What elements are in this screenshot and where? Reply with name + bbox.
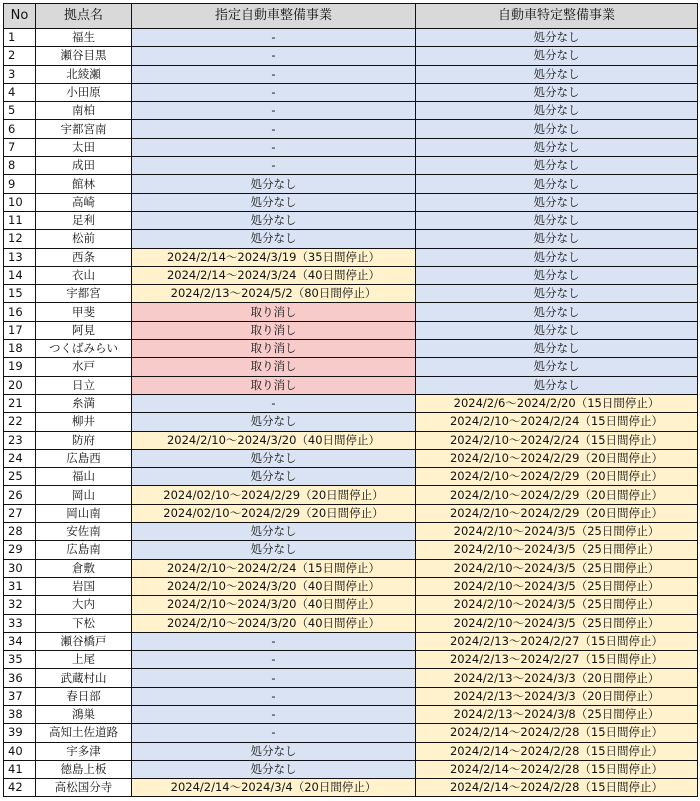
cell-location-name: 成田 — [36, 157, 132, 175]
table-row — [4, 376, 698, 394]
cell-location-name: 宇都宮南 — [36, 120, 132, 138]
cell-no: 19 — [4, 358, 36, 376]
cell-designated-maintenance: 処分なし — [132, 211, 416, 229]
cell-location-name: 上尾 — [36, 651, 132, 669]
cell-specified-maintenance: 処分なし — [416, 230, 698, 248]
cell-location-name: 徳島上板 — [36, 760, 132, 778]
cell-designated-maintenance: - — [132, 29, 416, 47]
cell-designated-maintenance: 処分なし — [132, 541, 416, 559]
table-row — [4, 413, 698, 431]
table-row — [4, 157, 698, 175]
cell-designated-maintenance: 2024/2/10～2024/3/20（40日間停止） — [132, 431, 416, 449]
penalty-table — [3, 3, 698, 797]
cell-location-name: 瀬谷目黒 — [36, 47, 132, 65]
cell-no: 16 — [4, 303, 36, 321]
header-location-name: 拠点名 — [36, 4, 132, 29]
cell-specified-maintenance: 処分なし — [416, 47, 698, 65]
cell-designated-maintenance: - — [132, 687, 416, 705]
cell-designated-maintenance: - — [132, 651, 416, 669]
table-row — [4, 193, 698, 211]
cell-specified-maintenance: 2024/2/10～2024/3/5（25日間停止） — [416, 559, 698, 577]
cell-specified-maintenance: 処分なし — [416, 266, 698, 284]
table-row — [4, 321, 698, 339]
cell-location-name: 西条 — [36, 248, 132, 266]
table-row — [4, 779, 698, 797]
cell-designated-maintenance: - — [132, 83, 416, 101]
cell-no: 41 — [4, 760, 36, 778]
header-specified-maintenance: 自動車特定整備事業 — [416, 4, 698, 29]
cell-specified-maintenance: 2024/2/10～2024/2/29（20日間停止） — [416, 449, 698, 467]
cell-specified-maintenance: 2024/2/10～2024/3/5（25日間停止） — [416, 596, 698, 614]
cell-designated-maintenance: 2024/2/14～2024/3/4（20日間停止） — [132, 779, 416, 797]
penalty-table-container — [3, 3, 698, 797]
cell-specified-maintenance: 2024/2/10～2024/3/5（25日間停止） — [416, 577, 698, 595]
cell-no: 14 — [4, 266, 36, 284]
cell-designated-maintenance: 処分なし — [132, 193, 416, 211]
cell-designated-maintenance: 処分なし — [132, 175, 416, 193]
cell-specified-maintenance: 処分なし — [416, 65, 698, 83]
cell-designated-maintenance: 2024/2/10～2024/3/20（40日間停止） — [132, 577, 416, 595]
cell-specified-maintenance: 2024/2/14～2024/2/28（15日間停止） — [416, 760, 698, 778]
cell-specified-maintenance: 処分なし — [416, 358, 698, 376]
cell-no: 8 — [4, 157, 36, 175]
table-row — [4, 614, 698, 632]
table-body — [4, 29, 698, 797]
cell-location-name: 小田原 — [36, 83, 132, 101]
cell-location-name: 足利 — [36, 211, 132, 229]
cell-specified-maintenance: 2024/2/13～2024/3/8（25日間停止） — [416, 705, 698, 723]
table-row — [4, 230, 698, 248]
cell-no: 9 — [4, 175, 36, 193]
cell-no: 21 — [4, 394, 36, 412]
cell-location-name: 南柏 — [36, 102, 132, 120]
table-row — [4, 29, 698, 47]
cell-specified-maintenance: 処分なし — [416, 175, 698, 193]
cell-specified-maintenance: 処分なし — [416, 376, 698, 394]
table-row — [4, 431, 698, 449]
cell-location-name: 安佐南 — [36, 523, 132, 541]
cell-location-name: 福山 — [36, 468, 132, 486]
cell-location-name: 下松 — [36, 614, 132, 632]
table-row — [4, 394, 698, 412]
cell-specified-maintenance: 処分なし — [416, 285, 698, 303]
cell-no: 33 — [4, 614, 36, 632]
cell-location-name: 広島西 — [36, 449, 132, 467]
cell-no: 27 — [4, 504, 36, 522]
table-row — [4, 120, 698, 138]
table-row — [4, 303, 698, 321]
cell-designated-maintenance: 処分なし — [132, 413, 416, 431]
cell-specified-maintenance: 処分なし — [416, 29, 698, 47]
cell-designated-maintenance: 処分なし — [132, 760, 416, 778]
cell-location-name: 高知土佐道路 — [36, 724, 132, 742]
table-row — [4, 705, 698, 723]
cell-location-name: 岩国 — [36, 577, 132, 595]
cell-location-name: 武蔵村山 — [36, 669, 132, 687]
cell-designated-maintenance: - — [132, 65, 416, 83]
cell-specified-maintenance: 処分なし — [416, 102, 698, 120]
cell-specified-maintenance: 2024/2/10～2024/2/24（15日間停止） — [416, 413, 698, 431]
cell-specified-maintenance: 2024/2/10～2024/2/29（20日間停止） — [416, 504, 698, 522]
table-row — [4, 47, 698, 65]
cell-location-name: つくばみらい — [36, 340, 132, 358]
cell-no: 28 — [4, 523, 36, 541]
cell-no: 4 — [4, 83, 36, 101]
cell-no: 18 — [4, 340, 36, 358]
cell-designated-maintenance: 処分なし — [132, 449, 416, 467]
cell-no: 29 — [4, 541, 36, 559]
cell-specified-maintenance: 2024/2/10～2024/3/5（25日間停止） — [416, 541, 698, 559]
cell-location-name: 岡山 — [36, 486, 132, 504]
cell-designated-maintenance: 処分なし — [132, 230, 416, 248]
cell-specified-maintenance: 2024/2/14～2024/2/28（15日間停止） — [416, 742, 698, 760]
table-row — [4, 486, 698, 504]
table-row — [4, 340, 698, 358]
cell-no: 25 — [4, 468, 36, 486]
table-row — [4, 358, 698, 376]
cell-no: 12 — [4, 230, 36, 248]
cell-specified-maintenance: 2024/2/14～2024/2/28（15日間停止） — [416, 779, 698, 797]
table-row — [4, 83, 698, 101]
cell-location-name: 松前 — [36, 230, 132, 248]
cell-location-name: 大内 — [36, 596, 132, 614]
cell-no: 34 — [4, 632, 36, 650]
cell-location-name: 衣山 — [36, 266, 132, 284]
cell-designated-maintenance: - — [132, 47, 416, 65]
cell-specified-maintenance: 2024/2/6～2024/2/20（15日間停止） — [416, 394, 698, 412]
table-row — [4, 559, 698, 577]
cell-specified-maintenance: 処分なし — [416, 340, 698, 358]
cell-location-name: 高松国分寺 — [36, 779, 132, 797]
cell-designated-maintenance: 取り消し — [132, 303, 416, 321]
header-designated-maintenance: 指定自動車整備事業 — [132, 4, 416, 29]
cell-designated-maintenance: 2024/02/10～2024/2/29（20日間停止） — [132, 486, 416, 504]
table-row — [4, 248, 698, 266]
cell-no: 22 — [4, 413, 36, 431]
cell-designated-maintenance: 取り消し — [132, 376, 416, 394]
table-row — [4, 577, 698, 595]
cell-no: 36 — [4, 669, 36, 687]
cell-designated-maintenance: 2024/2/13～2024/5/2（80日間停止） — [132, 285, 416, 303]
cell-specified-maintenance: 2024/2/13～2024/2/27（15日間停止） — [416, 632, 698, 650]
cell-no: 6 — [4, 120, 36, 138]
cell-specified-maintenance: 処分なし — [416, 248, 698, 266]
cell-designated-maintenance: - — [132, 669, 416, 687]
table-row — [4, 449, 698, 467]
cell-location-name: 甲斐 — [36, 303, 132, 321]
cell-designated-maintenance: 取り消し — [132, 340, 416, 358]
table-row — [4, 632, 698, 650]
cell-location-name: 宇多津 — [36, 742, 132, 760]
cell-location-name: 日立 — [36, 376, 132, 394]
cell-no: 42 — [4, 779, 36, 797]
cell-specified-maintenance: 2024/2/10～2024/2/29（20日間停止） — [416, 486, 698, 504]
cell-specified-maintenance: 処分なし — [416, 157, 698, 175]
cell-designated-maintenance: - — [132, 157, 416, 175]
cell-location-name: 岡山南 — [36, 504, 132, 522]
cell-designated-maintenance: 2024/2/10～2024/3/20（40日間停止） — [132, 614, 416, 632]
cell-specified-maintenance: 2024/2/10～2024/3/5（25日間停止） — [416, 523, 698, 541]
cell-specified-maintenance: 処分なし — [416, 120, 698, 138]
cell-location-name: 広島南 — [36, 541, 132, 559]
cell-location-name: 阿見 — [36, 321, 132, 339]
table-row — [4, 285, 698, 303]
cell-specified-maintenance: 処分なし — [416, 138, 698, 156]
cell-specified-maintenance: 2024/2/14～2024/2/28（15日間停止） — [416, 724, 698, 742]
cell-location-name: 倉敷 — [36, 559, 132, 577]
table-row — [4, 596, 698, 614]
cell-specified-maintenance: 2024/2/10～2024/2/29（20日間停止） — [416, 468, 698, 486]
cell-no: 20 — [4, 376, 36, 394]
cell-location-name: 福生 — [36, 29, 132, 47]
cell-no: 10 — [4, 193, 36, 211]
cell-designated-maintenance: - — [132, 724, 416, 742]
cell-specified-maintenance: 2024/2/10～2024/3/5（25日間停止） — [416, 614, 698, 632]
table-row — [4, 760, 698, 778]
cell-location-name: 柳井 — [36, 413, 132, 431]
cell-no: 2 — [4, 47, 36, 65]
cell-designated-maintenance: - — [132, 705, 416, 723]
cell-location-name: 鴻巣 — [36, 705, 132, 723]
cell-no: 31 — [4, 577, 36, 595]
cell-designated-maintenance: 取り消し — [132, 358, 416, 376]
cell-no: 23 — [4, 431, 36, 449]
cell-designated-maintenance: 処分なし — [132, 742, 416, 760]
cell-no: 40 — [4, 742, 36, 760]
cell-designated-maintenance: - — [132, 394, 416, 412]
table-row — [4, 102, 698, 120]
cell-designated-maintenance: - — [132, 632, 416, 650]
table-row — [4, 65, 698, 83]
cell-specified-maintenance: 2024/2/10～2024/2/24（15日間停止） — [416, 431, 698, 449]
cell-no: 5 — [4, 102, 36, 120]
cell-no: 30 — [4, 559, 36, 577]
table-row — [4, 651, 698, 669]
cell-location-name: 高崎 — [36, 193, 132, 211]
cell-no: 32 — [4, 596, 36, 614]
cell-specified-maintenance: 2024/2/13～2024/3/3（20日間停止） — [416, 669, 698, 687]
table-row — [4, 742, 698, 760]
cell-designated-maintenance: 2024/2/10～2024/3/20（40日間停止） — [132, 596, 416, 614]
cell-specified-maintenance: 2024/2/13～2024/3/3（20日間停止） — [416, 687, 698, 705]
header-row — [4, 4, 698, 29]
cell-no: 26 — [4, 486, 36, 504]
cell-specified-maintenance: 処分なし — [416, 303, 698, 321]
table-row — [4, 138, 698, 156]
cell-designated-maintenance: 処分なし — [132, 523, 416, 541]
table-row — [4, 211, 698, 229]
table-row — [4, 523, 698, 541]
cell-no: 37 — [4, 687, 36, 705]
table-row — [4, 504, 698, 522]
cell-designated-maintenance: - — [132, 102, 416, 120]
cell-no: 11 — [4, 211, 36, 229]
cell-no: 35 — [4, 651, 36, 669]
cell-location-name: 春日部 — [36, 687, 132, 705]
cell-no: 24 — [4, 449, 36, 467]
cell-no: 15 — [4, 285, 36, 303]
cell-specified-maintenance: 2024/2/13～2024/2/27（15日間停止） — [416, 651, 698, 669]
cell-location-name: 館林 — [36, 175, 132, 193]
table-row — [4, 468, 698, 486]
cell-specified-maintenance: 処分なし — [416, 211, 698, 229]
table-row — [4, 687, 698, 705]
table-row — [4, 541, 698, 559]
table-row — [4, 266, 698, 284]
cell-designated-maintenance: 2024/2/14～2024/3/24（40日間停止） — [132, 266, 416, 284]
cell-specified-maintenance: 処分なし — [416, 321, 698, 339]
cell-location-name: 北綾瀬 — [36, 65, 132, 83]
cell-no: 17 — [4, 321, 36, 339]
cell-no: 1 — [4, 29, 36, 47]
header-no: No — [4, 4, 36, 29]
cell-location-name: 宇都宮 — [36, 285, 132, 303]
cell-location-name: 太田 — [36, 138, 132, 156]
cell-location-name: 防府 — [36, 431, 132, 449]
table-row — [4, 175, 698, 193]
cell-designated-maintenance: 2024/2/14～2024/3/19（35日間停止） — [132, 248, 416, 266]
cell-designated-maintenance: 2024/2/10～2024/2/24（15日間停止） — [132, 559, 416, 577]
cell-no: 7 — [4, 138, 36, 156]
cell-specified-maintenance: 処分なし — [416, 83, 698, 101]
cell-designated-maintenance: 取り消し — [132, 321, 416, 339]
table-row — [4, 669, 698, 687]
table-row — [4, 724, 698, 742]
cell-no: 13 — [4, 248, 36, 266]
cell-designated-maintenance: 処分なし — [132, 468, 416, 486]
cell-designated-maintenance: - — [132, 120, 416, 138]
cell-no: 39 — [4, 724, 36, 742]
cell-location-name: 瀬谷橋戸 — [36, 632, 132, 650]
cell-location-name: 水戸 — [36, 358, 132, 376]
cell-designated-maintenance: - — [132, 138, 416, 156]
cell-no: 38 — [4, 705, 36, 723]
cell-location-name: 糸満 — [36, 394, 132, 412]
cell-specified-maintenance: 処分なし — [416, 193, 698, 211]
cell-designated-maintenance: 2024/02/10～2024/2/29（20日間停止） — [132, 504, 416, 522]
cell-no: 3 — [4, 65, 36, 83]
